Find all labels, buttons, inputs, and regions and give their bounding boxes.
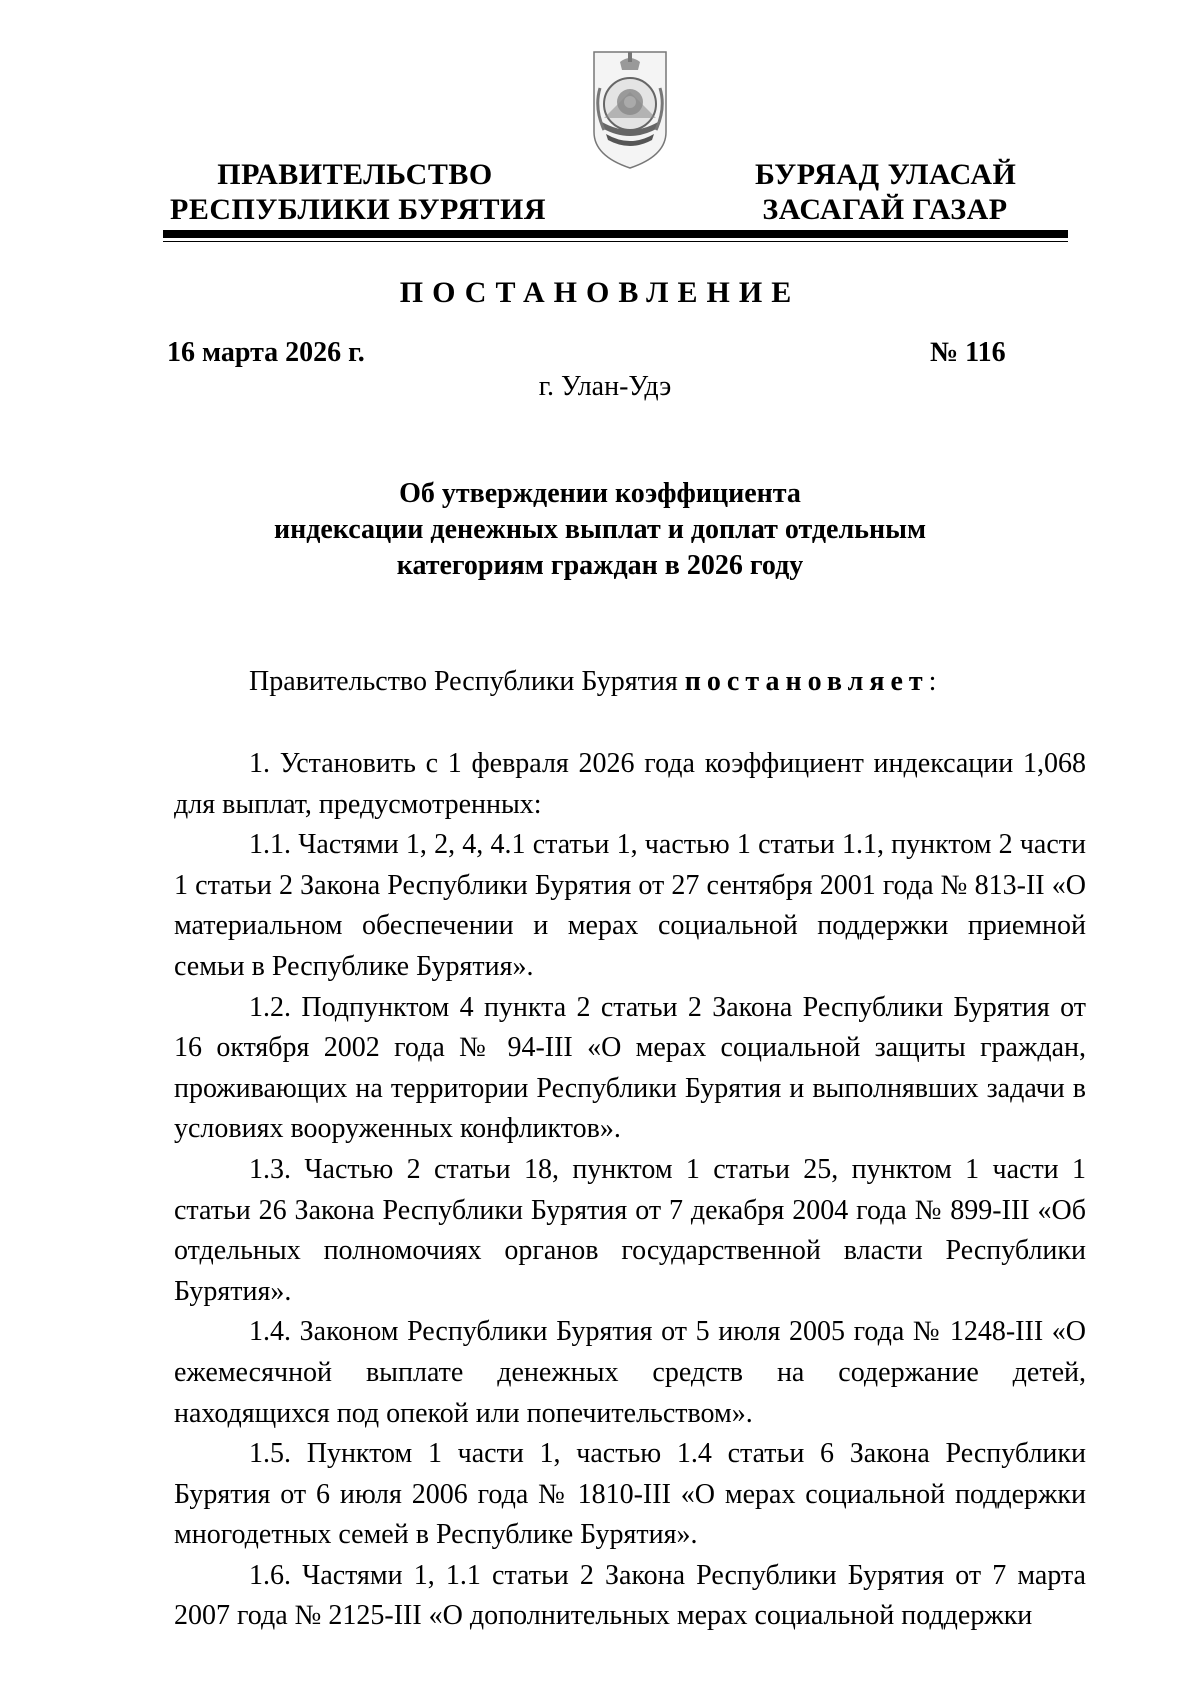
issuer-name-russian	[170, 157, 547, 227]
header-divider-thin	[163, 241, 1068, 242]
document-date: 16 марта 2026 г.	[167, 337, 365, 368]
preamble-text: Правительство Республики Бурятия	[249, 666, 685, 697]
preamble	[249, 664, 936, 700]
document-title-line: категориям граждан в 2026 году	[396, 550, 804, 581]
body-paragraph: 1.5. Пунктом 1 части 1, частью 1.4 статьи 6 Закона Республики Бурятия от 6 июля 2006 года № 1810-III «О мерах социальной поддержки многодетных семей в Республике Бурятия».	[174, 1438, 1086, 1551]
coat-of-arms-icon	[590, 48, 670, 172]
issuer-name-buryat	[755, 157, 1015, 227]
preamble-end: :	[928, 666, 937, 697]
issuer-name-line: ЗАСАГАЙ ГАЗАР	[762, 193, 1008, 226]
document-city: г. Улан-Удэ	[538, 371, 672, 402]
document-title-line: индексации денежных выплат и доплат отдельным	[273, 514, 927, 545]
body-paragraph: 1.6. Частями 1, 1.1 статьи 2 Закона Республики Бурятия от 7 марта 2007 года № 2125-III «О дополнительных мерах социальной поддержки	[174, 1559, 1086, 1632]
issuer-name-line: ПРАВИТЕЛЬСТВО	[217, 158, 493, 191]
document-body	[174, 744, 1086, 1637]
issuer-name-line: РЕСПУБЛИКИ БУРЯТИЯ	[170, 193, 547, 226]
header-divider-thick	[163, 230, 1068, 238]
document-number: № 116	[930, 337, 1006, 368]
body-paragraph: 1.3. Частью 2 статьи 18, пунктом 1 статьи 25, пунктом 1 части 1 статьи 26 Закона Республики Бурятия от 7 декабря 2004 года № 899-III «Об отдельных полномочиях органов государственной власти Республики Бурятия».	[174, 1153, 1086, 1307]
body-paragraph: 1. Установить с 1 февраля 2026 года коэффициент индексации 1,068 для выплат, предусмотренных:	[174, 748, 1086, 820]
body-paragraph: 1.1. Частями 1, 2, 4, 4.1 статьи 1, частью 1 статьи 1.1, пунктом 2 части 1 статьи 2 Закона Республики Бурятия от 27 сентября 2001 года № 813-II «О материальном обеспечении и мерах социальной поддержки приемной семьи в Республике Бурятия».	[174, 829, 1086, 982]
issuer-name-line: БУРЯАД УЛАСАЙ	[755, 158, 1017, 191]
preamble-emphasis: постановляет	[684, 666, 929, 697]
document-title	[240, 476, 960, 584]
body-paragraph: 1.2. Подпунктом 4 пункта 2 статьи 2 Закона Республики Бурятия от 16 октября 2002 года № 94-III «О мерах социальной защиты граждан, проживающих на территории Республики Бурятия и выполнявших задачи в условиях вооруженных конфликтов».	[174, 991, 1086, 1145]
document-type: ПОСТАНОВЛЕНИЕ	[399, 276, 801, 309]
document-title-line: Об утверждении коэффициента	[399, 478, 801, 509]
body-paragraph: 1.4. Законом Республики Бурятия от 5 июля 2005 года № 1248-III «О ежемесячной выплате денежных средств на содержание детей, находящихся под опекой или попечительством».	[174, 1316, 1086, 1429]
